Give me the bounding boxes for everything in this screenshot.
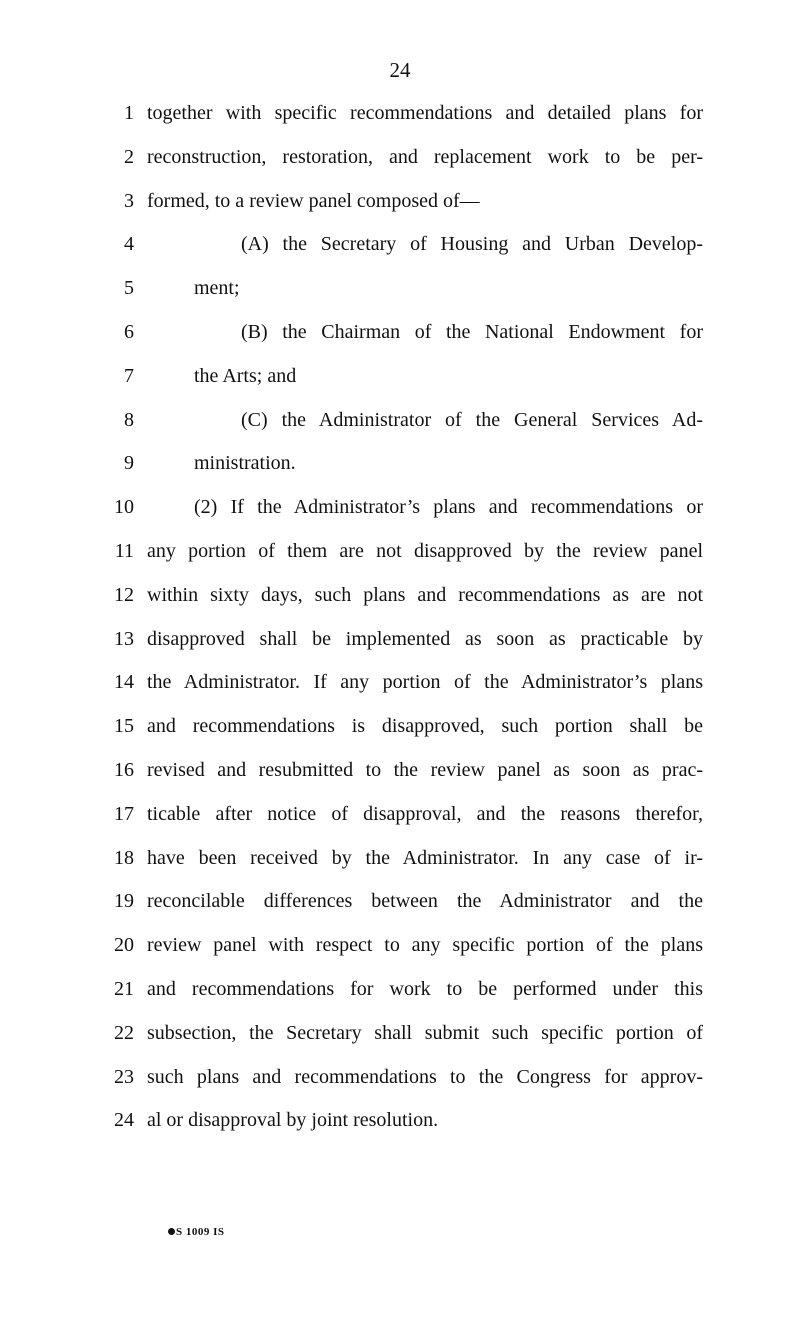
line-text: revised and resubmitted to the review panel as soon as prac- — [147, 758, 703, 781]
bill-line-16 — [0, 756, 800, 800]
line-number: 15 — [114, 715, 134, 738]
line-text: and recommendations for work to be performed under this — [147, 977, 703, 1000]
line-number: 24 — [114, 1109, 134, 1132]
line-text: disapproved shall be implemented as soon as practicable by — [147, 627, 703, 650]
bill-line-7 — [0, 362, 800, 406]
line-text: reconcilable differences between the Administrator and the — [147, 890, 703, 913]
bill-identifier: S 1009 IS — [176, 1226, 225, 1238]
bill-line-23 — [0, 1063, 800, 1107]
line-text: (B) the Chairman of the National Endowment for — [241, 320, 703, 343]
line-text: together with specific recommendations and detailed plans for — [147, 102, 703, 124]
bill-text-body — [0, 99, 800, 1150]
bill-line-18 — [0, 844, 800, 888]
line-text: ticable after notice of disapproval, and the reasons therefor, — [147, 802, 703, 825]
line-text: have been received by the Administrator. In any case of ir- — [147, 846, 703, 869]
line-number: 5 — [124, 277, 134, 300]
line-text: formed, to a review panel composed of— — [147, 189, 480, 212]
line-number: 8 — [124, 408, 134, 431]
line-text: subsection, the Secretary shall submit such specific portion of — [147, 1021, 703, 1044]
bill-line-2 — [0, 143, 800, 187]
line-number: 9 — [124, 452, 134, 475]
line-text: such plans and recommendations to the Congress for approv- — [147, 1065, 703, 1088]
bill-line-17 — [0, 800, 800, 844]
bill-line-9 — [0, 449, 800, 493]
line-number: 23 — [114, 1065, 134, 1088]
line-number: 6 — [124, 320, 134, 343]
bill-line-22 — [0, 1019, 800, 1063]
bill-line-20 — [0, 931, 800, 975]
bill-line-21 — [0, 975, 800, 1019]
bill-line-12 — [0, 581, 800, 625]
bill-line-24 — [0, 1106, 800, 1150]
line-number: 4 — [124, 233, 134, 256]
line-text: the Administrator. If any portion of the Administrator’s plans — [147, 671, 703, 694]
line-number: 7 — [124, 364, 134, 387]
bill-line-19 — [0, 887, 800, 931]
line-number: 20 — [114, 934, 134, 957]
line-text: al or disapproval by joint resolution. — [147, 1109, 439, 1132]
bill-line-10 — [0, 493, 800, 537]
page-number: 24 — [389, 58, 411, 82]
line-text: within sixty days, such plans and recommendations as are not — [147, 583, 703, 606]
line-number: 11 — [114, 539, 134, 562]
line-number: 19 — [114, 890, 134, 913]
line-number: 21 — [114, 977, 134, 1000]
bill-line-14 — [0, 668, 800, 712]
line-text: ment; — [194, 277, 240, 300]
line-text: review panel with respect to any specific portion of the plans — [147, 934, 703, 957]
line-number: 17 — [114, 802, 134, 825]
bill-line-8 — [0, 406, 800, 450]
line-text: (C) the Administrator of the General Services Ad- — [241, 408, 703, 431]
bill-footer — [168, 1226, 225, 1238]
line-number: 16 — [114, 758, 134, 781]
line-text: (2) If the Administrator’s plans and recommendations or — [194, 496, 703, 519]
line-number: 3 — [124, 189, 134, 212]
line-number: 10 — [114, 496, 134, 519]
line-number: 14 — [114, 671, 134, 694]
line-text: the Arts; and — [194, 364, 297, 387]
line-number: 1 — [124, 102, 134, 124]
line-text: ministration. — [194, 452, 296, 475]
bill-line-1 — [0, 99, 800, 143]
line-number: 2 — [124, 145, 134, 168]
line-number: 12 — [114, 583, 134, 606]
line-number: 22 — [114, 1021, 134, 1044]
bill-line-5 — [0, 274, 800, 318]
line-number: 13 — [114, 627, 134, 650]
bullet-icon — [168, 1228, 175, 1235]
bill-line-4 — [0, 230, 800, 274]
line-number: 18 — [114, 846, 134, 869]
line-text: any portion of them are not disapproved by the review panel — [147, 539, 703, 562]
bill-line-11 — [0, 537, 800, 581]
bill-line-3 — [0, 187, 800, 231]
line-text: and recommendations is disapproved, such portion shall be — [147, 715, 703, 738]
bill-line-15 — [0, 712, 800, 756]
bill-line-6 — [0, 318, 800, 362]
line-text: (A) the Secretary of Housing and Urban Develop- — [241, 233, 703, 256]
bill-line-13 — [0, 625, 800, 669]
line-text: reconstruction, restoration, and replacement work to be per- — [147, 145, 703, 168]
